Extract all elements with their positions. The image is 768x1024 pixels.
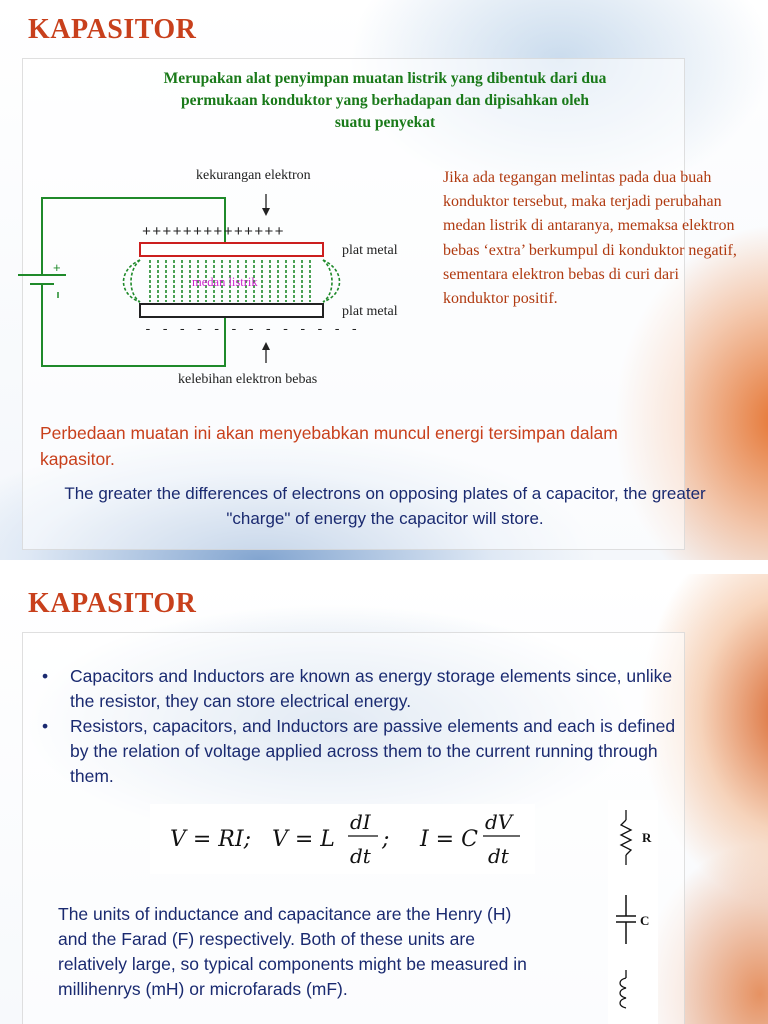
minus-charges: - - - - - - - - - - - - - (144, 322, 360, 337)
capacitor-label: C (640, 913, 650, 928)
label-top-plate: plat metal (342, 243, 398, 258)
arrow-down-icon (262, 194, 270, 216)
bullet-item: • Resistors, capacitors, and Inductors are passive elements and each is defined by the relation of voltage applied across them to the current running through them. (40, 714, 680, 789)
formula-inductor-lhs: V = L (272, 827, 335, 852)
formula-resistor: V = RI; (170, 827, 251, 852)
explanation-text: Jika ada tegangan melintas pada dua buah konduktor tersebut, maka terjadi perubahan medan listrik di antaranya, memaksa elektron bebas ‘extra’ berkumpul di konduktor negatif, sementara elektron bebas di curi dari konduktor positif. (443, 169, 737, 308)
label-free-electron-surplus: kelebihan elektron bebas (178, 372, 318, 387)
charge-energy-text: The greater the differences of electrons on opposing plates of a capacitor, the greater "charge" of energy the capacitor will store. (64, 484, 706, 528)
formula-capacitor-numerator: dV (485, 810, 513, 834)
bullet-item: • Capacitors and Inductors are known as energy storage elements since, unlike the resistor, they can store electrical energy. (40, 664, 680, 714)
arrow-up-icon (262, 342, 270, 363)
formula-capacitor-lhs: I = C (420, 827, 478, 852)
capacitor-diagram (0, 160, 440, 400)
field-label: medan listrik (192, 275, 258, 289)
component-symbols (608, 800, 658, 1024)
bullet-list (40, 664, 680, 789)
formula-equations (150, 804, 535, 874)
capacitor-icon (616, 895, 636, 944)
slide-1-title: KAPASITOR (28, 14, 197, 45)
formula-capacitor-denominator: dt (488, 844, 509, 868)
definition-line-3: suatu penyekat (334, 114, 436, 131)
label-bottom-plate: plat metal (342, 304, 398, 319)
plus-charges: ++++++++++++++ (142, 224, 285, 241)
resistor-label: R (642, 830, 652, 845)
definition-text (90, 68, 680, 134)
units-text: The units of inductance and capacitance are the Henry (H) and the Farad (F) respectively. Both of these units are relatively large, so typical components might be measured in millihenrys (mH) or microfarads (mF). (58, 904, 527, 999)
formula-inductor-denominator: dt (350, 844, 371, 868)
energy-stored-text: Perbedaan muatan ini akan menyebabkan muncul energi tersimpan dalam kapasitor. (40, 423, 618, 469)
label-electron-deficit: kekurangan elektron (196, 168, 311, 183)
slide-2 (0, 574, 768, 1024)
resistor-icon (621, 810, 631, 865)
formula-inductor-numerator: dI (350, 810, 371, 834)
definition-line-2: permukaan konduktor yang berhadapan dan dipisahkan oleh (180, 92, 590, 109)
bottom-plate (140, 304, 323, 317)
slide-2-title: KAPASITOR (28, 588, 197, 619)
formula-box (150, 804, 535, 874)
inductor-icon (620, 970, 626, 1008)
component-symbols-drawing (608, 800, 658, 1024)
formula-separator: ; (382, 827, 390, 852)
battery-plus-sign: + (53, 260, 61, 275)
top-plate (140, 243, 323, 256)
definition-line-1: Merupakan alat penyimpan muatan listrik yang dibentuk dari dua (163, 70, 607, 87)
